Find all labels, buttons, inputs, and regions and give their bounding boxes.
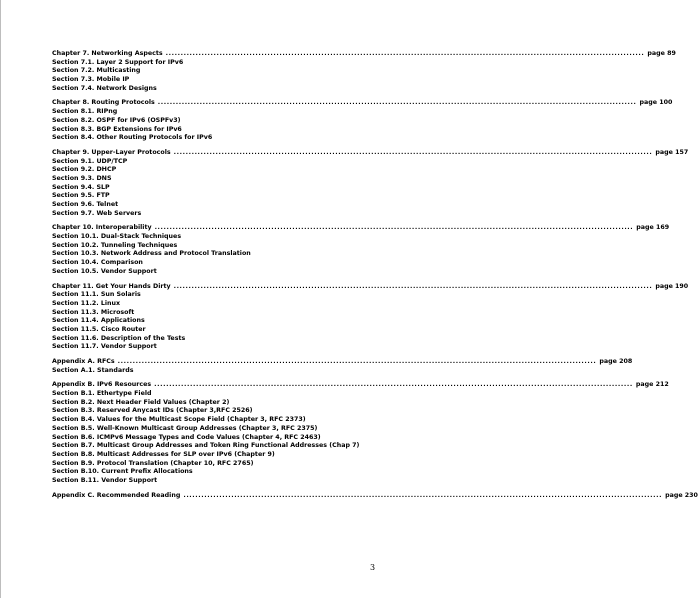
toc-group xyxy=(52,381,669,485)
toc-section-entry[interactable]: Section B.2. Next Header Field Values (Chapter 2) xyxy=(52,398,230,406)
chapter-title: Chapter 11. Get Your Hands Dirty xyxy=(52,282,171,290)
toc-section-entry[interactable]: Section 10.5. Vendor Support xyxy=(52,267,157,275)
dot-leader: ................................................................................................................................................................ xyxy=(173,148,653,156)
toc-group xyxy=(52,148,689,219)
toc-section-entry[interactable]: Section B.8. Multicast Addresses for SLP over IPv6 (Chapter 9) xyxy=(52,450,275,458)
toc-section-entry[interactable]: Section A.1. Standards xyxy=(52,366,134,374)
chapter-page-number: page 100 xyxy=(639,99,673,107)
toc-section-entry[interactable]: Section 11.5. Cisco Router xyxy=(52,325,146,333)
toc-chapter-entry[interactable] xyxy=(52,358,633,367)
page-number: 3 xyxy=(370,563,376,572)
toc-section-entry[interactable]: Section 9.5. FTP xyxy=(52,192,110,200)
toc-section-entry[interactable]: Section 9.2. DHCP xyxy=(52,166,117,174)
chapter-title: Chapter 9. Upper-Layer Protocols xyxy=(52,148,171,156)
dot-leader: ................................................................................................................................................................ xyxy=(157,99,637,107)
dot-leader: ................................................................................................................................................................ xyxy=(165,50,645,57)
toc-section-entry[interactable]: Section B.3. Reserved Anycast IDs (Chapter 3,RFC 2526) xyxy=(52,407,253,415)
chapter-title: Appendix C. Recommended Reading xyxy=(52,491,181,499)
toc-group xyxy=(52,99,673,142)
chapter-title: Appendix A. RFCs xyxy=(52,358,115,365)
toc-chapter-entry[interactable] xyxy=(52,491,698,501)
chapter-page-number: page 230 xyxy=(665,491,698,499)
chapter-page-number: page 157 xyxy=(655,148,689,156)
toc-section-entry[interactable]: Section 8.2. OSPF for IPv6 (OSPFv3) xyxy=(52,116,181,124)
toc-section-entry[interactable]: Section B.9. Protocol Translation (Chapter 10, RFC 2765) xyxy=(52,459,254,467)
chapter-page-number: page 89 xyxy=(647,50,676,57)
toc-section-entry[interactable]: Section B.1. Ethertype Field xyxy=(52,390,152,398)
toc-section-entry[interactable]: Section 10.3. Network Address and Protocol Translation xyxy=(52,250,251,258)
dot-leader: ................................................................................................................................................................ xyxy=(183,491,663,499)
toc-section-entry[interactable]: Section B.6. ICMPv6 Message Types and Code Values (Chapter 4, RFC 2463) xyxy=(52,433,321,441)
chapter-title: Chapter 10. Interoperability xyxy=(52,224,152,232)
toc-section-entry[interactable]: Section 10.1. Dual-Stack Techniques xyxy=(52,233,182,241)
toc-chapter-entry[interactable] xyxy=(52,381,669,390)
toc-section-entry[interactable]: Section 11.1. Sun Solaris xyxy=(52,291,141,299)
chapter-title: Chapter 7. Networking Aspects xyxy=(52,50,163,57)
chapter-title: Chapter 8. Routing Protocols xyxy=(52,99,155,107)
toc-section-entry[interactable]: Section 9.6. Telnet xyxy=(52,201,119,208)
toc-chapter-entry[interactable] xyxy=(52,50,676,59)
toc-section-entry[interactable]: Section 8.1. RIPng xyxy=(52,108,118,116)
toc-section-entry[interactable]: Section 11.3. Microsoft xyxy=(52,308,135,316)
chapter-page-number: page 212 xyxy=(635,381,669,389)
dot-leader: ................................................................................................................................................................ xyxy=(154,381,633,389)
toc-chapter-entry[interactable] xyxy=(52,99,673,108)
toc-section-entry[interactable]: Section B.7. Multicast Group Addresses and Token Ring Functional Addresses (Chap 7) xyxy=(52,442,360,450)
toc-chapter-entry[interactable] xyxy=(52,224,670,233)
toc-section-entry[interactable]: Section B.5. Well-Known Multicast Group Addresses (Chapter 3, RFC 2375) xyxy=(52,424,318,432)
toc-section-entry[interactable]: Section 7.4. Network Designs xyxy=(52,84,157,92)
toc-section-entry[interactable]: Section 11.7. Vendor Support xyxy=(52,343,157,351)
toc-section-entry[interactable]: Section 7.3. Mobile IP xyxy=(52,76,130,84)
toc-chapter-entry[interactable] xyxy=(52,148,689,158)
dot-leader: ................................................................................................................................................................ xyxy=(173,282,653,290)
toc-section-entry[interactable]: Section B.11. Vendor Support xyxy=(52,476,158,484)
toc-section-entry[interactable]: Section 7.1. Layer 2 Support for IPv6 xyxy=(52,58,184,66)
chapter-page-number: page 208 xyxy=(599,358,633,365)
toc-group xyxy=(52,491,698,501)
toc-section-entry[interactable]: Section 7.2. Multicasting xyxy=(52,67,141,75)
toc-section-entry[interactable]: Section B.4. Values for the Multicast Scope Field (Chapter 3, RFC 2373) xyxy=(52,416,306,424)
toc-section-entry[interactable]: Section 11.6. Description of the Tests xyxy=(52,334,186,342)
toc-group xyxy=(52,50,676,93)
dot-leader: ................................................................................................................................................................ xyxy=(117,358,597,365)
toc-section-entry[interactable]: Section 8.4. Other Routing Protocols for IPv6 xyxy=(52,134,213,142)
toc-group xyxy=(52,282,689,353)
toc-section-entry[interactable]: Section 11.2. Linux xyxy=(52,299,121,307)
chapter-page-number: page 169 xyxy=(636,224,670,232)
toc-section-entry[interactable]: Section 9.3. DNS xyxy=(52,174,112,182)
toc-group xyxy=(52,224,670,276)
table-of-contents xyxy=(52,50,698,506)
toc-group xyxy=(52,358,633,375)
toc-section-entry[interactable]: Section 10.2. Tunneling Techniques xyxy=(52,241,178,249)
chapter-page-number: page 190 xyxy=(655,282,689,290)
toc-section-entry[interactable]: Section 11.4. Applications xyxy=(52,317,145,325)
toc-section-entry[interactable]: Section 8.3. BGP Extensions for IPv6 xyxy=(52,125,182,133)
dot-leader: ................................................................................................................................................................ xyxy=(154,224,634,232)
toc-section-entry[interactable]: Section B.10. Current Prefix Allocations xyxy=(52,468,193,476)
toc-section-entry[interactable]: Section 10.4. Comparison xyxy=(52,259,143,267)
toc-section-entry[interactable]: Section 9.4. SLP xyxy=(52,183,110,191)
toc-chapter-entry[interactable] xyxy=(52,282,689,292)
chapter-title: Appendix B. IPv6 Resources xyxy=(52,381,152,389)
toc-section-entry[interactable]: Section 9.7. Web Servers xyxy=(52,209,142,217)
toc-section-entry[interactable]: Section 9.1. UDP/TCP xyxy=(52,157,128,165)
